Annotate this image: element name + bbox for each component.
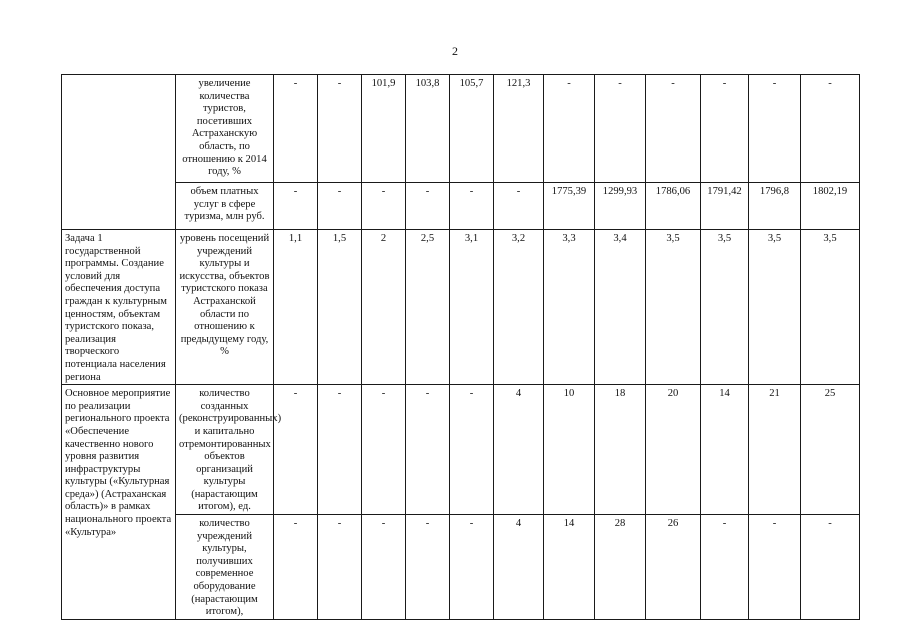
value-cell: - <box>406 385 450 515</box>
value-cell: 1786,06 <box>646 183 701 230</box>
value-cell: 1299,93 <box>595 183 646 230</box>
value-cell: 2,5 <box>406 230 450 385</box>
value-cell: 21 <box>749 385 801 515</box>
value-cell: 3,3 <box>544 230 595 385</box>
value-cell: 3,5 <box>646 230 701 385</box>
value-cell: - <box>362 385 406 515</box>
value-cell: - <box>406 183 450 230</box>
value-cell: - <box>749 515 801 620</box>
value-cell: 18 <box>595 385 646 515</box>
value-cell: 3,2 <box>494 230 544 385</box>
value-cell: - <box>450 385 494 515</box>
value-cell: - <box>595 75 646 183</box>
value-cell: 1775,39 <box>544 183 595 230</box>
value-cell: - <box>544 75 595 183</box>
value-cell: 4 <box>494 515 544 620</box>
value-cell: - <box>646 75 701 183</box>
value-cell: 3,1 <box>450 230 494 385</box>
task-cell: Задача 1 государственной программы. Создание условий для обеспечения доступа граждан к культурным ценностям, объектам туристского показа, реализация творческого потенциала населения региона <box>62 230 176 385</box>
value-cell: - <box>701 515 749 620</box>
value-cell: 1796,8 <box>749 183 801 230</box>
value-cell: - <box>406 515 450 620</box>
value-cell: 121,3 <box>494 75 544 183</box>
value-cell: - <box>318 515 362 620</box>
value-cell: 14 <box>544 515 595 620</box>
value-cell: - <box>701 75 749 183</box>
table-row <box>62 230 860 385</box>
value-cell: - <box>274 183 318 230</box>
value-cell: 10 <box>544 385 595 515</box>
indicators-table <box>61 74 860 620</box>
table-row <box>62 515 860 620</box>
value-cell: - <box>274 385 318 515</box>
value-cell: - <box>450 515 494 620</box>
value-cell: 3,5 <box>701 230 749 385</box>
value-cell: 3,5 <box>749 230 801 385</box>
value-cell: - <box>450 183 494 230</box>
value-cell: - <box>318 75 362 183</box>
table-row <box>62 183 860 230</box>
indicator-cell: уровень посещений учреждений культуры и искусства, объектов туристского показа Астраханской области по отношению к предыдущему году, % <box>176 230 274 385</box>
value-cell: - <box>318 385 362 515</box>
value-cell: - <box>494 183 544 230</box>
value-cell: 4 <box>494 385 544 515</box>
value-cell: 103,8 <box>406 75 450 183</box>
value-cell: 20 <box>646 385 701 515</box>
indicator-cell: количество учреждений культуры, получивших современное оборудование (нарастающим итогом), <box>176 515 274 620</box>
value-cell: 105,7 <box>450 75 494 183</box>
table-row <box>62 75 860 183</box>
value-cell: 1,5 <box>318 230 362 385</box>
table-row <box>62 385 860 515</box>
value-cell: - <box>801 515 860 620</box>
value-cell: 26 <box>646 515 701 620</box>
value-cell: 101,9 <box>362 75 406 183</box>
task-cell: Основное мероприятие по реализации регионального проекта «Обеспечение качественно нового уровня развития инфраструктуры культуры («Культурная среда») (Астраханская область)» в рамках национального проекта «Культура» <box>62 385 176 620</box>
value-cell: 1,1 <box>274 230 318 385</box>
page-number: 2 <box>452 44 458 58</box>
value-cell: - <box>362 515 406 620</box>
value-cell: - <box>749 75 801 183</box>
value-cell: - <box>274 515 318 620</box>
value-cell: - <box>318 183 362 230</box>
indicator-cell: объем платных услуг в сфере туризма, млн руб. <box>176 183 274 230</box>
indicator-cell: увеличение количества туристов, посетивших Астраханскую область, по отношению к 2014 году, % <box>176 75 274 183</box>
value-cell: - <box>801 75 860 183</box>
value-cell: 3,4 <box>595 230 646 385</box>
value-cell: 1791,42 <box>701 183 749 230</box>
task-cell <box>62 75 176 230</box>
value-cell: - <box>362 183 406 230</box>
value-cell: 25 <box>801 385 860 515</box>
value-cell: 1802,19 <box>801 183 860 230</box>
value-cell: - <box>274 75 318 183</box>
value-cell: 28 <box>595 515 646 620</box>
value-cell: 14 <box>701 385 749 515</box>
value-cell: 3,5 <box>801 230 860 385</box>
indicator-cell: количество созданных (реконструированных) и капитально отремонтированных объектов организаций культуры (нарастающим итогом), ед. <box>176 385 274 515</box>
value-cell: 2 <box>362 230 406 385</box>
